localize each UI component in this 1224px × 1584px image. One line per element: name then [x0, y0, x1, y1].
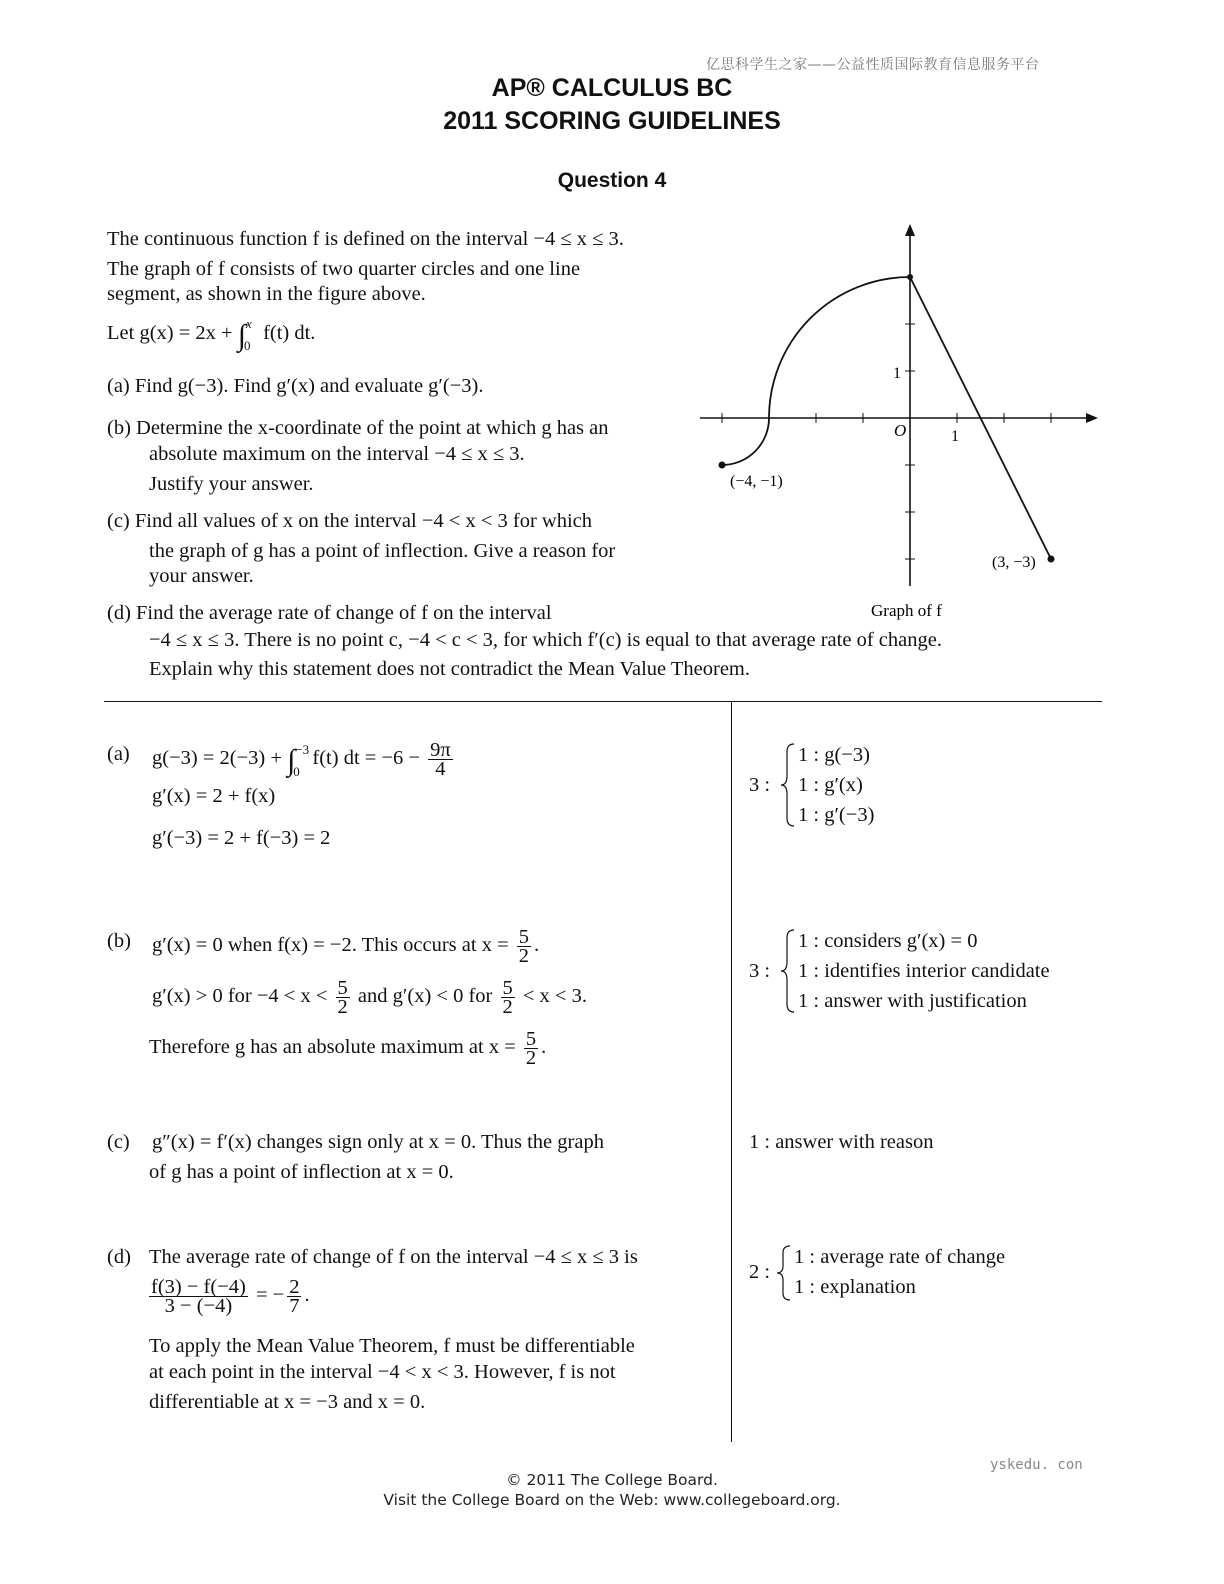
frac-den: 2 — [502, 996, 513, 1018]
frac-den: 3 − (−4) — [164, 1295, 233, 1317]
score-a-item-3: 1 : g′(−3) — [798, 804, 875, 826]
frac-num: 5 — [337, 977, 348, 999]
sol-d-eq: = − — [250, 1284, 285, 1307]
title-line-1: AP® CALCULUS BC — [491, 74, 733, 102]
point-right-label: (3, −3) — [992, 554, 1036, 571]
problem-part-a: (a) Find g(−3). Find g′(x) and evaluate g′(−3). — [107, 375, 484, 397]
y-axis-arrow — [905, 224, 915, 236]
integral-lower: 0 — [243, 338, 251, 354]
score-a-item-1: 1 : g(−3) — [798, 744, 870, 766]
quarter-circle-small — [722, 418, 769, 465]
let-prefix: Let g(x) = 2x + — [107, 322, 238, 344]
score-a-total: 3 : — [749, 774, 771, 796]
problem-intro-1: The continuous function f is defined on the interval −4 ≤ x ≤ 3. — [107, 228, 624, 250]
integral-upper: −3 — [295, 741, 310, 757]
score-b-item-1: 1 : considers g′(x) = 0 — [798, 930, 978, 952]
problem-intro-2: The graph of f consists of two quarter circles and one line — [107, 258, 581, 280]
frac-num: 5 — [518, 926, 530, 948]
problem-part-d-2: −4 ≤ x ≤ 3. There is no point c, −4 < c < 3, for which f′(c) is equal to that average rate of change. — [149, 629, 942, 651]
sol-b3-pre: Therefore g has an absolute maximum at x = — [149, 1036, 521, 1059]
quarter-circle-large — [769, 277, 910, 418]
problem-part-c-1: (c) Find all values of x on the interval −4 < x < 3 for which — [107, 510, 593, 532]
integral-limits — [293, 741, 310, 779]
frac-den: 2 — [525, 1047, 537, 1069]
sol-a1-mid: f(t) dt = −6 − — [307, 747, 426, 770]
fraction-9pi-4 — [428, 741, 453, 778]
question-heading: Question 4 — [557, 169, 667, 192]
problem-part-b-2: absolute maximum on the interval −4 ≤ x ≤ 3. — [149, 443, 525, 465]
fraction-avg-rate — [149, 1278, 248, 1315]
endpoint-right — [1048, 556, 1055, 563]
solution-c-line-2: of g has a point of inflection at x = 0. — [149, 1161, 454, 1183]
brace-d — [776, 1244, 792, 1302]
sol-b2-b: and g′(x) < 0 for — [352, 985, 498, 1008]
solution-a-line-2: g′(x) = 2 + f(x) — [152, 785, 276, 807]
integral-limits — [243, 316, 258, 354]
score-b-item-3: 1 : answer with justification — [798, 990, 1027, 1012]
sol-b2-a: g′(x) > 0 for −4 < x < — [152, 985, 333, 1008]
x-axis-arrow — [1086, 413, 1098, 423]
frac-num: 9π — [430, 739, 451, 761]
problem-part-c-3: your answer. — [149, 565, 254, 587]
fraction-5-2 — [517, 928, 531, 965]
solution-a-line-3: g′(−3) = 2 + f(−3) = 2 — [152, 827, 331, 849]
score-d-total: 2 : — [749, 1261, 771, 1283]
x-tick-1-label: 1 — [951, 428, 959, 445]
watermark-bottom: yskedu. con — [990, 1457, 1083, 1473]
problem-part-d-1: (d) Find the average rate of change of f on the interval — [107, 602, 552, 624]
solution-d-label: (d) — [107, 1246, 131, 1268]
solution-d-line-5: differentiable at x = −3 and x = 0. — [149, 1391, 426, 1413]
integral-sign: ∫ — [287, 744, 296, 778]
let-suffix: f(t) dt. — [257, 322, 316, 344]
brace-b — [780, 928, 796, 1014]
frac-num: 5 — [525, 1028, 537, 1050]
problem-let — [107, 316, 316, 354]
solution-c-line-1: g″(x) = f′(x) changes sign only at x = 0. Thus the graph — [152, 1131, 604, 1153]
column-divider — [731, 702, 732, 1442]
y-tick-1-label: 1 — [893, 365, 901, 382]
frac-den: 2 — [337, 996, 348, 1018]
score-a-item-2: 1 : g′(x) — [798, 774, 863, 796]
point-left-label: (−4, −1) — [730, 473, 783, 490]
fraction-5-2 — [501, 979, 515, 1016]
solution-b-line-3: Therefore g has an absolute maximum at x = $\frac{5}{2}$ . — [149, 1028, 547, 1069]
frac-num: f(3) − f(−4) — [151, 1276, 246, 1298]
solution-d-line-2: $\frac{f(3) - f(-4)}{3 - (-4)}$ = − $\frac{2}{7}$ . — [151, 1276, 310, 1317]
solution-b-label: (b) — [107, 930, 131, 952]
score-c-item: 1 : answer with reason — [749, 1131, 934, 1153]
solution-d-line-3: To apply the Mean Value Theorem, f must be differentiable — [149, 1335, 635, 1357]
sol-b2-c: < x < 3. — [517, 985, 587, 1008]
solution-c-label: (c) — [107, 1131, 130, 1153]
fraction-5-2 — [524, 1030, 538, 1067]
solution-a-label: (a) — [107, 743, 130, 765]
sol-b1-pre: g′(x) = 0 when f(x) = −2. This occurs at x = — [152, 934, 514, 957]
integral-lower: 0 — [293, 763, 300, 779]
frac-den: 2 — [518, 945, 530, 967]
endpoint-left — [719, 462, 726, 469]
problem-part-d-3: Explain why this statement does not contradict the Mean Value Theorem. — [149, 658, 750, 680]
problem-part-b-1: (b) Determine the x-coordinate of the point at which g has an — [107, 417, 609, 439]
title-line-2: 2011 SCORING GUIDELINES — [443, 107, 781, 135]
sol-a1-pre: g(−3) = 2(−3) + — [152, 747, 288, 770]
section-divider — [104, 701, 1102, 702]
score-b-item-2: 1 : identifies interior candidate — [798, 960, 1050, 982]
graph-caption: Graph of f — [871, 601, 942, 620]
footer-copyright: © 2011 The College Board. — [506, 1471, 718, 1489]
problem-part-b-3: Justify your answer. — [149, 473, 314, 495]
problem-intro-3: segment, as shown in the figure above. — [107, 283, 426, 305]
integral-upper: x — [245, 316, 252, 332]
fraction-2-7 — [287, 1278, 301, 1315]
solution-d-line-1: The average rate of change of f on the interval −4 ≤ x ≤ 3 is — [149, 1246, 638, 1268]
problem-part-c-2: the graph of g has a point of inflection. Give a reason for — [149, 540, 616, 562]
graph-of-f — [690, 220, 1110, 630]
score-b-total: 3 : — [749, 960, 771, 982]
watermark-top: 亿思科学生之家——公益性质国际教育信息服务平台 — [706, 57, 1040, 73]
frac-den: 4 — [435, 758, 446, 780]
footer-website: Visit the College Board on the Web: www.collegeboard.org. — [383, 1491, 841, 1509]
vertex-point — [907, 274, 913, 280]
brace-a — [780, 742, 796, 828]
solution-a-line-1 — [152, 741, 456, 778]
solution-b-line-2 — [152, 979, 587, 1016]
fraction-5-2 — [336, 979, 350, 1016]
score-d-item-2: 1 : explanation — [794, 1276, 916, 1298]
frac-num: 5 — [502, 977, 513, 999]
frac-num: 2 — [289, 1276, 300, 1298]
score-d-item-1: 1 : average rate of change — [794, 1246, 1006, 1268]
origin-label: O — [894, 421, 907, 440]
integral-sign: ∫ — [237, 319, 246, 352]
solution-b-line-1: g′(x) = 0 when f(x) = −2. This occurs at x = $\frac{5}{2}$ . — [152, 926, 540, 967]
frac-den: 7 — [289, 1295, 300, 1317]
solution-d-line-4: at each point in the interval −4 < x < 3. However, f is not — [149, 1361, 616, 1383]
